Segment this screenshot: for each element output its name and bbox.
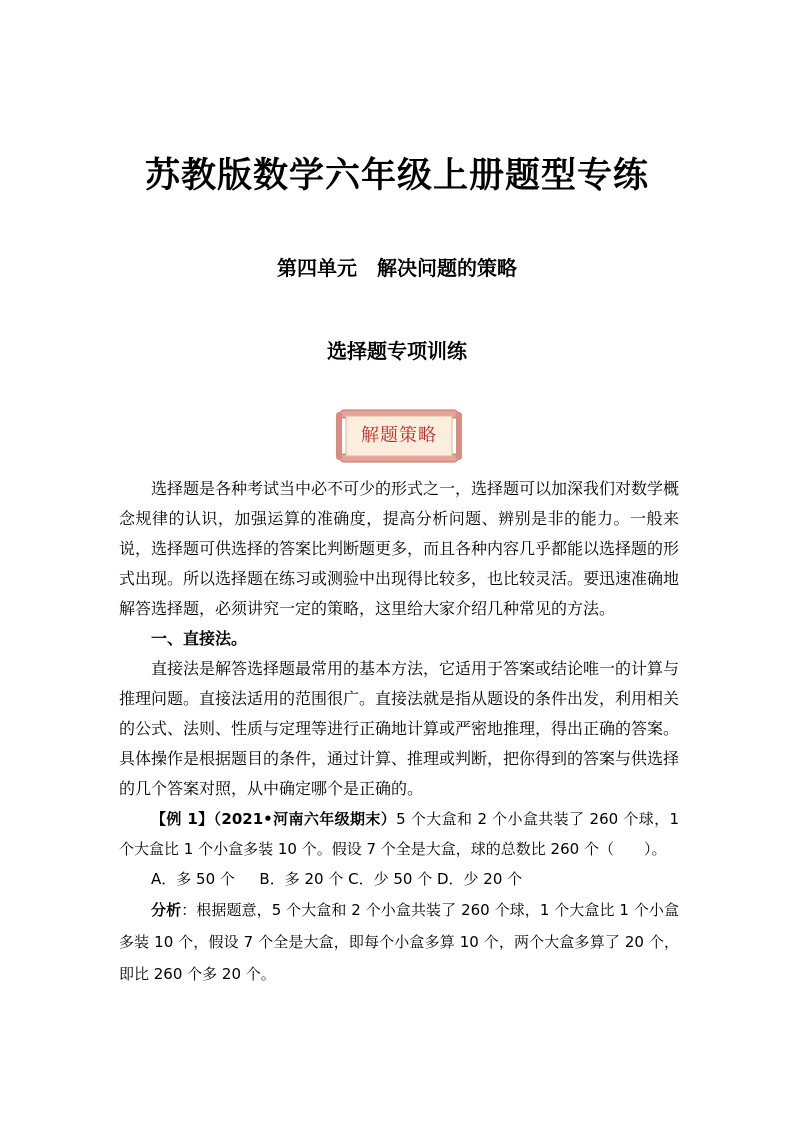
document-body [119,474,679,990]
example-label: 【例 1】（2021•河南六年级期末） [151,810,397,828]
example-text: 5 个大盒和 2 个小盒共装了 260 个球，1 个大盒比 1 个小盒多装 10 个。假设 7 个全是大盒，球的总数比 260 个（ ）。 [119,810,680,858]
section-subtitle: 选择题专项训练 [327,339,467,363]
method-heading: 一、直接法。 [151,629,248,648]
example-question [119,804,679,864]
document-title: 苏教版数学六年级上册题型专练 [144,156,649,196]
banner-label: 解题策略 [361,425,437,446]
analysis-paragraph [119,894,679,990]
example-options: A．多 50 个 B．多 20 个 C．少 50 个 D．少 20 个 [151,870,523,888]
intro-paragraph: 选择题是各种考试当中必不可少的形式之一，选择题可以加深我们对数学概念规律的认识，加强运算的准确度，提高分析问题、辨别是非的能力。一般来说，选择题可供选择的答案比判断题更多，而且各种内容几乎都能以选择题的形式出现。所以选择题在练习或测验中出现得比较多，也比较灵活。要迅速准确地解答选择题，必须讲究一定的策略，这里给大家介绍几种常见的方法。 [119,479,680,618]
unit-title: 第四单元 解决问题的策略 [277,256,517,280]
method-paragraph: 直接法是解答选择题最常用的基本方法，它适用于答案或结论唯一的计算与推理问题。直接法适用的范围很广。直接法就是指从题设的条件出发，利用相关的公式、法则、性质与定理等进行正确地计算或严密地推理，得出正确的答案。具体操作是根据题目的条件，通过计算、推理或判断，把你得到的答案与供选择的几个答案对照，从中确定哪个是正确的。 [119,659,680,798]
analysis-label: 分析 [151,901,182,919]
analysis-text: ：根据题意，5 个大盒和 2 个小盒共装了 260 个球，1 个大盒比 1 个小盒多装 10 个，假设 7 个全是大盒，即每个小盒多算 10 个，两个大盒多算了 20 个，即比 260 个多 20 个。 [119,901,679,983]
